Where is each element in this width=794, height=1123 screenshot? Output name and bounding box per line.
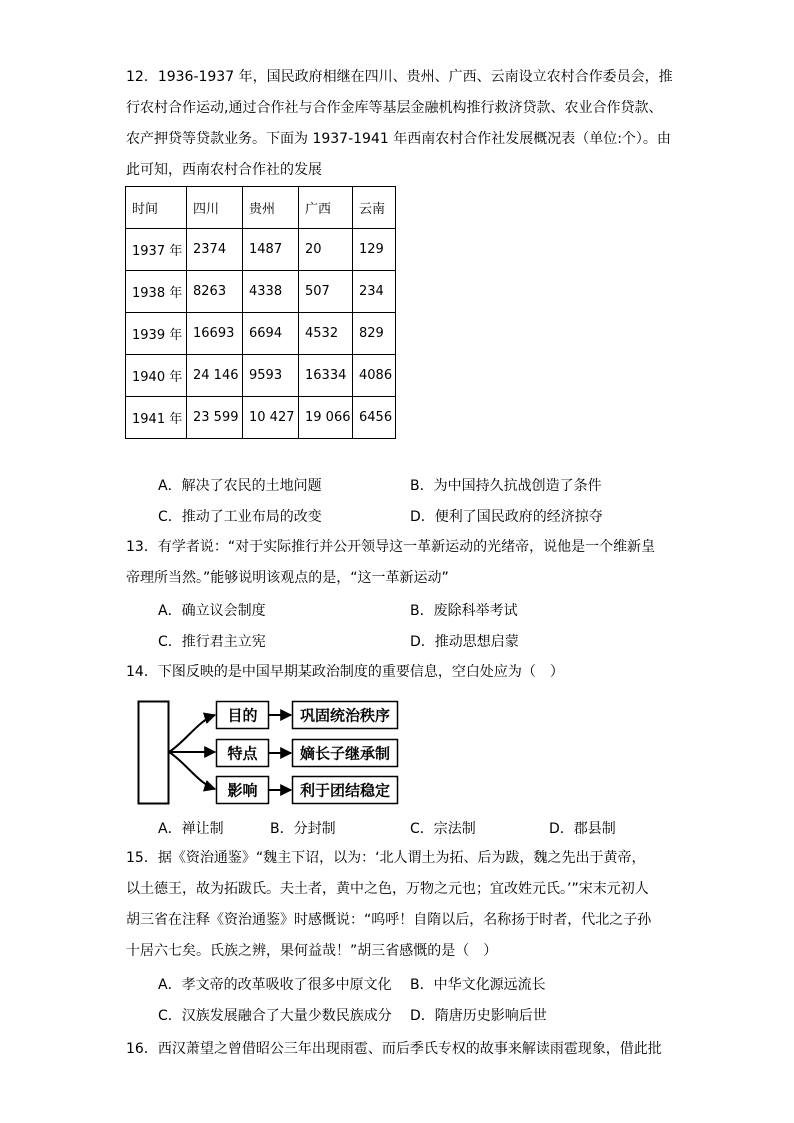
table-header-cell: 四川: [187, 187, 243, 229]
table-cell: 1487: [243, 229, 299, 271]
q12-option-c[interactable]: C．推动了工业布局的改变: [158, 509, 322, 525]
table-cell: 20: [299, 229, 353, 271]
q12-option-d[interactable]: D．便利了国民政府的经济掠夺: [410, 509, 603, 525]
table-row: [126, 271, 396, 313]
value-feature: 嫡长子继承制: [299, 744, 391, 763]
q13-line-2: 帝理所当然。”能够说明该观点的是，“这一革新运动”: [126, 570, 449, 586]
q14-option-c[interactable]: C．宗法制: [410, 821, 476, 837]
table-cell: 4532: [299, 313, 353, 355]
table-cell: 16693: [187, 313, 243, 355]
q15-option-d[interactable]: D．隋唐历史影响后世: [410, 1008, 547, 1024]
table-header-cell: 广西: [299, 187, 353, 229]
table-cell: 9593: [243, 355, 299, 397]
q13-option-b[interactable]: B．废除科举考试: [410, 603, 518, 619]
q13-line-1: 13．有学者说：“对于实际推行并公开领导这一革新运动的光绪帝，说他是一个维新皇: [126, 539, 656, 555]
q15-line-2: 以土德王，故为拓跋氏。夫土者，黄中之色，万物之元也；宜改姓元氏。’”宋末元初人: [126, 881, 649, 897]
q15-option-a[interactable]: A．孝文帝的改革吸收了很多中原文化: [158, 977, 392, 993]
q12-line-4: 此可知，西南农村合作社的发展: [126, 162, 322, 178]
table-cell: 6456: [353, 397, 396, 439]
q12-line-3: 农产押贷等贷款业务。下面为 1937-1941 年西南农村合作社发展概况表（单位:个）。由: [126, 131, 671, 147]
table-cell: 4338: [243, 271, 299, 313]
label-influence: 影响: [227, 781, 258, 800]
value-influence: 利于团结稳定: [299, 781, 391, 800]
q12-stem: [126, 62, 673, 186]
table-cell: 8263: [187, 271, 243, 313]
table-cell: 16334: [299, 355, 353, 397]
q14-stem: [126, 657, 666, 688]
table-header-cell: 云南: [353, 187, 396, 229]
q13-stem: [126, 532, 666, 594]
q13-option-c[interactable]: C．推行君主立宪: [158, 634, 266, 650]
table-header-row: [126, 187, 396, 229]
table-row: [126, 397, 396, 439]
q12-table: [125, 186, 396, 439]
label-purpose: 目的: [227, 706, 258, 725]
q12-option-b[interactable]: B．为中国持久抗战创造了条件: [410, 478, 602, 494]
q15-stem: [126, 843, 666, 967]
table-row: [126, 355, 396, 397]
q16-line-1: 16．西汉萧望之曾借昭公三年出现雨雹、而后季氏专权的故事来解读雨雹现象，借此批: [126, 1041, 662, 1057]
table-cell: 234: [353, 271, 396, 313]
q14-diagram: [137, 698, 401, 806]
arrow-to-influence: [169, 752, 215, 789]
q15-line-1: 15．据《资治通鉴》“魏主下诏，以为：‘北人谓土为拓、后为跋，魏之先出于黄帝，: [126, 850, 646, 866]
table-cell: 1937 年: [126, 229, 187, 271]
table-cell: 23 599: [187, 397, 243, 439]
label-feature: 特点: [227, 744, 258, 763]
q12-option-a[interactable]: A．解决了农民的土地问题: [158, 478, 322, 494]
q12-line-2: 行农村合作运动,通过合作社与合作金库等基层金融机构推行救济贷款、农业合作贷款、: [126, 100, 663, 116]
table-cell: 1939 年: [126, 313, 187, 355]
table-cell: 507: [299, 271, 353, 313]
q13-option-a[interactable]: A．确立议会制度: [158, 603, 266, 619]
table-cell: 1941 年: [126, 397, 187, 439]
q15-line-3: 胡三省在注释《资治通鉴》时感慨说：“呜呼！自隋以后，名称扬于时者，代北之子孙: [126, 912, 652, 928]
table-cell: 24 146: [187, 355, 243, 397]
blank-box: [139, 702, 169, 804]
q15-option-b[interactable]: B．中华文化源远流长: [410, 977, 546, 993]
q14-option-b[interactable]: B．分封制: [270, 821, 336, 837]
table-cell: 829: [353, 313, 396, 355]
table-header-cell: 时间: [126, 187, 187, 229]
q14-line-1: 14．下图反映的是中国早期某政治制度的重要信息，空白处应为（ ）: [126, 664, 564, 680]
table-cell: 19 066: [299, 397, 353, 439]
table-cell: 4086: [353, 355, 396, 397]
q14-option-d[interactable]: D．郡县制: [549, 821, 616, 837]
table-cell: 1940 年: [126, 355, 187, 397]
table-cell: 1938 年: [126, 271, 187, 313]
q15-option-c[interactable]: C．汉族发展融合了大量少数民族成分: [158, 1008, 392, 1024]
q15-line-4: 十居六七矣。氏族之辨，果何益哉！”胡三省感慨的是（ ）: [126, 943, 498, 959]
table-header-cell: 贵州: [243, 187, 299, 229]
table-row: [126, 229, 396, 271]
table-cell: 2374: [187, 229, 243, 271]
table-cell: 129: [353, 229, 396, 271]
q13-option-d[interactable]: D．推动思想启蒙: [410, 634, 519, 650]
table-cell: 6694: [243, 313, 299, 355]
table-cell: 10 427: [243, 397, 299, 439]
q14-option-a[interactable]: A．禅让制: [158, 821, 224, 837]
arrow-to-purpose: [169, 715, 215, 752]
q12-line-1: 12．1936-1937 年，国民政府相继在四川、贵州、广西、云南设立农村合作委员会，推: [126, 69, 673, 85]
table-row: [126, 313, 396, 355]
value-purpose: 巩固统治秩序: [299, 706, 391, 725]
q16-stem: [126, 1034, 666, 1065]
